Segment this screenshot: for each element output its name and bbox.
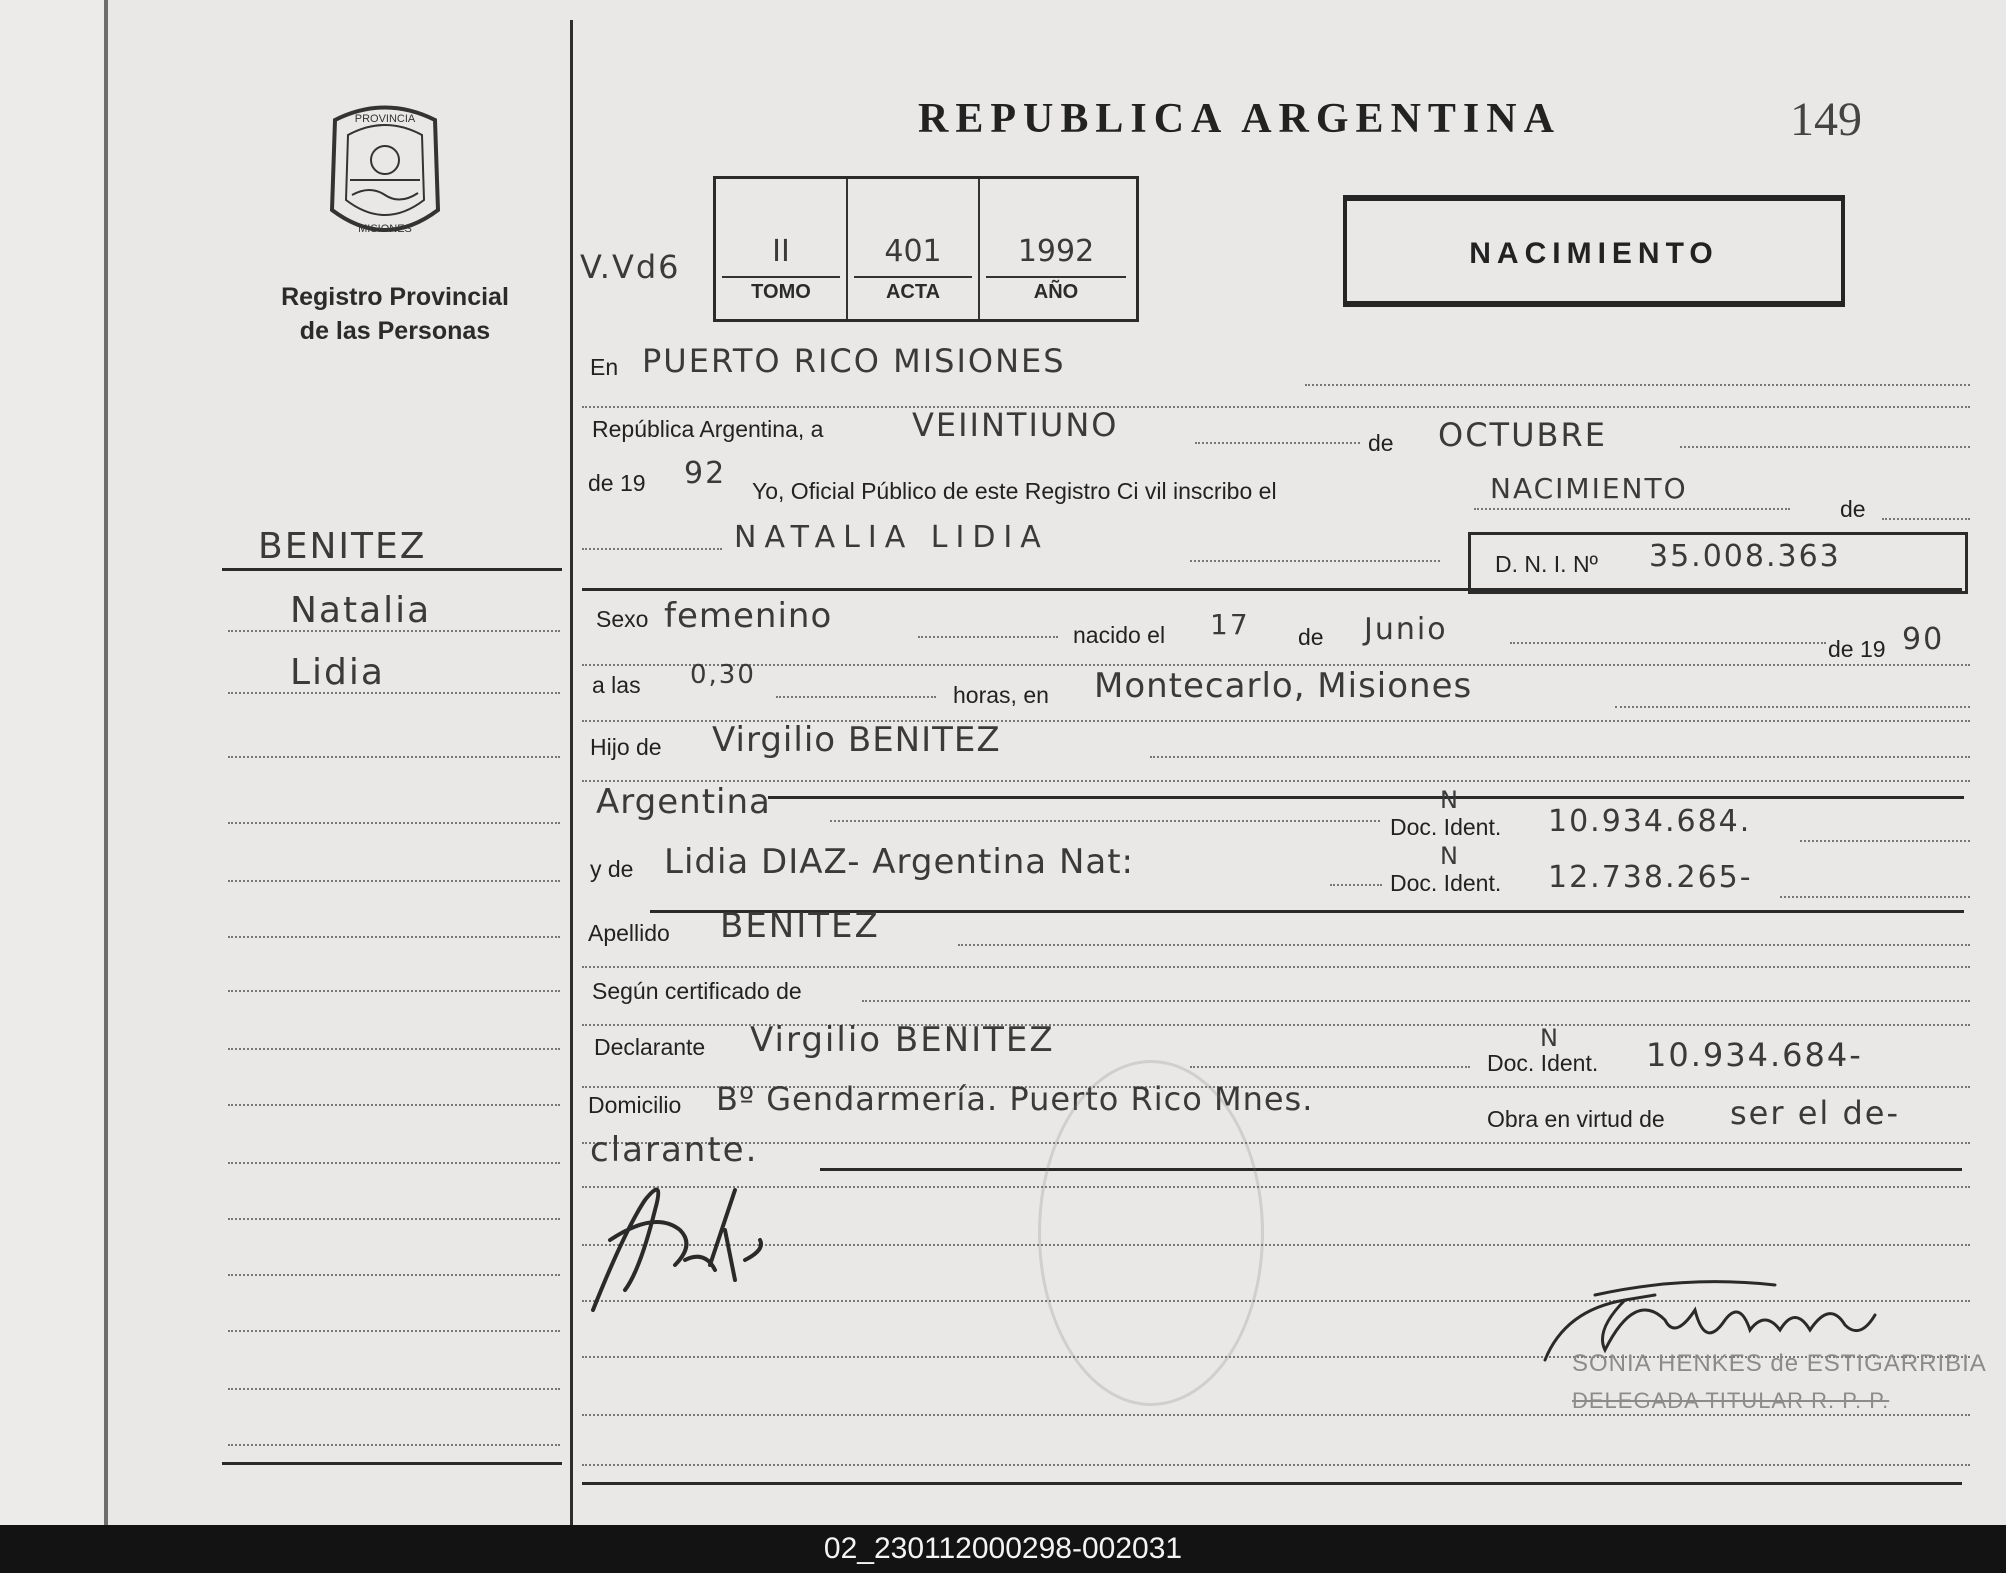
dni-label: D. N. I. Nº bbox=[1495, 551, 1598, 577]
oficial-text: Yo, Oficial Público de este Registro Ci vil inscribo el bbox=[752, 478, 1277, 504]
margin-line bbox=[228, 1162, 560, 1164]
form-rule bbox=[582, 588, 1962, 591]
form-line bbox=[1882, 518, 1970, 520]
margin-line bbox=[228, 1218, 560, 1220]
birth-year-suffix-value: 90 bbox=[1902, 622, 1945, 657]
year-prefix-label: de 19 bbox=[588, 470, 646, 496]
form-line bbox=[582, 966, 1970, 968]
anio-value: 1992 bbox=[1017, 234, 1095, 269]
apellido-label: Apellido bbox=[588, 920, 670, 946]
margin-line bbox=[228, 1388, 560, 1390]
republica-label: República Argentina, a bbox=[592, 416, 824, 442]
svg-text:PROVINCIA: PROVINCIA bbox=[354, 113, 416, 125]
margin-line bbox=[228, 990, 560, 992]
form-line bbox=[1190, 1066, 1470, 1068]
form-line bbox=[582, 1414, 1970, 1416]
year-suffix-value: 92 bbox=[684, 456, 727, 491]
footer-id: 02_230112000298-002031 bbox=[0, 1525, 2006, 1573]
a-las-label: a las bbox=[592, 672, 641, 698]
anio-label: AÑO bbox=[1033, 281, 1079, 303]
apellido-value: BENITEZ bbox=[720, 906, 880, 946]
segun-label: Según certificado de bbox=[592, 978, 802, 1004]
birth-month-value: Junio bbox=[1364, 612, 1448, 647]
dni-value: 35.008.363 bbox=[1649, 539, 1841, 574]
obra-value: ser el de- bbox=[1730, 1094, 1900, 1132]
record-code: V.Vd6 bbox=[580, 248, 681, 286]
father-value: Virgilio BENITEZ bbox=[712, 720, 1001, 760]
anio-cell bbox=[980, 179, 1132, 319]
country-title: REPUBLICA ARGENTINA bbox=[918, 96, 1561, 142]
margin-line bbox=[228, 880, 560, 882]
form-line bbox=[1510, 642, 1826, 644]
acta-label: ACTA bbox=[885, 281, 941, 303]
tomo-value: II bbox=[772, 234, 790, 269]
mother-value: Lidia DIAZ- Argentina Nat: bbox=[664, 842, 1135, 882]
form-rule bbox=[768, 796, 1964, 799]
form-line bbox=[1680, 446, 1970, 448]
mother-doc-prefix: N bbox=[1440, 842, 1460, 870]
page-number: 149 bbox=[1790, 93, 1862, 146]
de-label: de bbox=[1368, 430, 1394, 456]
dni-box bbox=[1468, 532, 1968, 594]
person-name-value: NATALIA LIDIA bbox=[734, 520, 1049, 555]
provincial-seal-icon bbox=[320, 100, 450, 250]
form-line bbox=[582, 1244, 1970, 1246]
column-divider bbox=[570, 20, 573, 1525]
margin-line bbox=[228, 1444, 560, 1446]
yde-label: y de bbox=[590, 856, 634, 882]
margin-line bbox=[222, 1462, 562, 1465]
acta-cell bbox=[848, 179, 980, 319]
obra-label: Obra en virtud de bbox=[1487, 1106, 1665, 1132]
margin-given-1: Natalia bbox=[290, 590, 432, 631]
margin-line bbox=[228, 630, 560, 632]
margin-line bbox=[228, 1274, 560, 1276]
de19-label: de 19 bbox=[1828, 636, 1886, 662]
form-line bbox=[1800, 840, 1970, 842]
record-box bbox=[713, 176, 1139, 322]
de-label-3: de bbox=[1298, 624, 1324, 650]
mother-doc-value: 12.738.265- bbox=[1548, 860, 1753, 895]
father-doc-prefix: N bbox=[1440, 786, 1460, 814]
mother-doc-label: Doc. Ident. bbox=[1390, 870, 1502, 896]
official-stamp bbox=[1038, 1060, 1264, 1406]
form-line bbox=[1615, 706, 1970, 708]
form-line bbox=[582, 548, 722, 550]
declarante-doc-value: 10.934.684- bbox=[1646, 1036, 1863, 1074]
form-line bbox=[582, 780, 1970, 782]
declarante-label: Declarante bbox=[594, 1034, 706, 1060]
hour-value: 0,30 bbox=[690, 660, 756, 690]
svg-text:MISIONES: MISIONES bbox=[358, 223, 412, 235]
margin-line bbox=[228, 1330, 560, 1332]
form-line bbox=[582, 1186, 1970, 1188]
day-words-value: VEIINTIUNO bbox=[912, 406, 1119, 444]
officer-name: SONIA HENKES de ESTIGARRIBIA bbox=[1572, 1350, 1987, 1377]
form-line bbox=[582, 406, 1970, 408]
form-line bbox=[830, 820, 1380, 822]
act-value: NACIMIENTO bbox=[1490, 472, 1688, 505]
margin-given-2: Lidia bbox=[290, 652, 385, 693]
form-line bbox=[918, 636, 1058, 638]
form-line bbox=[1150, 756, 1970, 758]
sexo-label: Sexo bbox=[596, 606, 649, 632]
declarante-doc-label: Doc. Ident. bbox=[1487, 1050, 1599, 1076]
birth-place-value: Montecarlo, Misiones bbox=[1094, 666, 1473, 706]
hijo-label: Hijo de bbox=[590, 734, 662, 760]
form-line bbox=[1330, 884, 1382, 886]
father-doc-value: 10.934.684. bbox=[1548, 804, 1752, 839]
de-label-2: de bbox=[1840, 496, 1866, 522]
act-type-label: NACIMIENTO bbox=[1469, 237, 1719, 270]
margin-line bbox=[228, 1104, 560, 1106]
margin-line bbox=[228, 692, 560, 694]
declarant-signature-icon bbox=[585, 1170, 775, 1320]
place-value: PUERTO RICO MISIONES bbox=[642, 342, 1066, 380]
en-label: En bbox=[590, 354, 619, 380]
form-rule bbox=[820, 1168, 1962, 1171]
margin-line bbox=[228, 936, 560, 938]
act-type-box bbox=[1343, 195, 1845, 307]
month-value: OCTUBRE bbox=[1438, 416, 1607, 454]
form-line bbox=[582, 1464, 1970, 1466]
form-line bbox=[1780, 896, 1970, 898]
registry-name bbox=[250, 280, 540, 348]
form-line bbox=[958, 944, 1970, 946]
form-line bbox=[1305, 384, 1970, 386]
tomo-label: TOMO bbox=[751, 281, 811, 303]
form-line bbox=[776, 696, 936, 698]
registry-line-2: de las Personas bbox=[299, 317, 491, 345]
margin-line bbox=[228, 822, 560, 824]
declarante-doc-prefix: N bbox=[1540, 1024, 1560, 1052]
domicilio-label: Domicilio bbox=[588, 1092, 682, 1118]
margin-surname: BENITEZ bbox=[258, 526, 427, 567]
birth-day-value: 17 bbox=[1210, 608, 1250, 641]
horas-label: horas, en bbox=[953, 682, 1049, 708]
margin-line bbox=[222, 568, 562, 571]
form-rule bbox=[582, 1482, 1962, 1485]
obra-cont-value: clarante. bbox=[590, 1130, 759, 1170]
nacido-label: nacido el bbox=[1073, 622, 1166, 648]
domicilio-value: Bº Gendarmería. Puerto Rico Mnes. bbox=[716, 1080, 1314, 1118]
officer-title: DELEGADA TITULAR R. P. P. bbox=[1572, 1388, 1890, 1413]
sexo-value: femenino bbox=[664, 596, 833, 636]
father-nationality-value: Argentina bbox=[596, 782, 771, 822]
margin-line bbox=[228, 756, 560, 758]
form-line bbox=[862, 1000, 1970, 1002]
page-fold bbox=[104, 0, 108, 1525]
tomo-cell bbox=[716, 179, 848, 319]
margin-line bbox=[228, 1048, 560, 1050]
declarante-value: Virgilio BENITEZ bbox=[750, 1020, 1055, 1060]
form-line bbox=[1195, 442, 1360, 444]
form-line bbox=[582, 1142, 1970, 1144]
form-line bbox=[1190, 560, 1440, 562]
father-doc-label: Doc. Ident. bbox=[1390, 814, 1502, 840]
form-line bbox=[1474, 508, 1790, 510]
acta-value: 401 bbox=[884, 234, 942, 269]
registry-line-1: Registro Provincial bbox=[281, 283, 509, 311]
